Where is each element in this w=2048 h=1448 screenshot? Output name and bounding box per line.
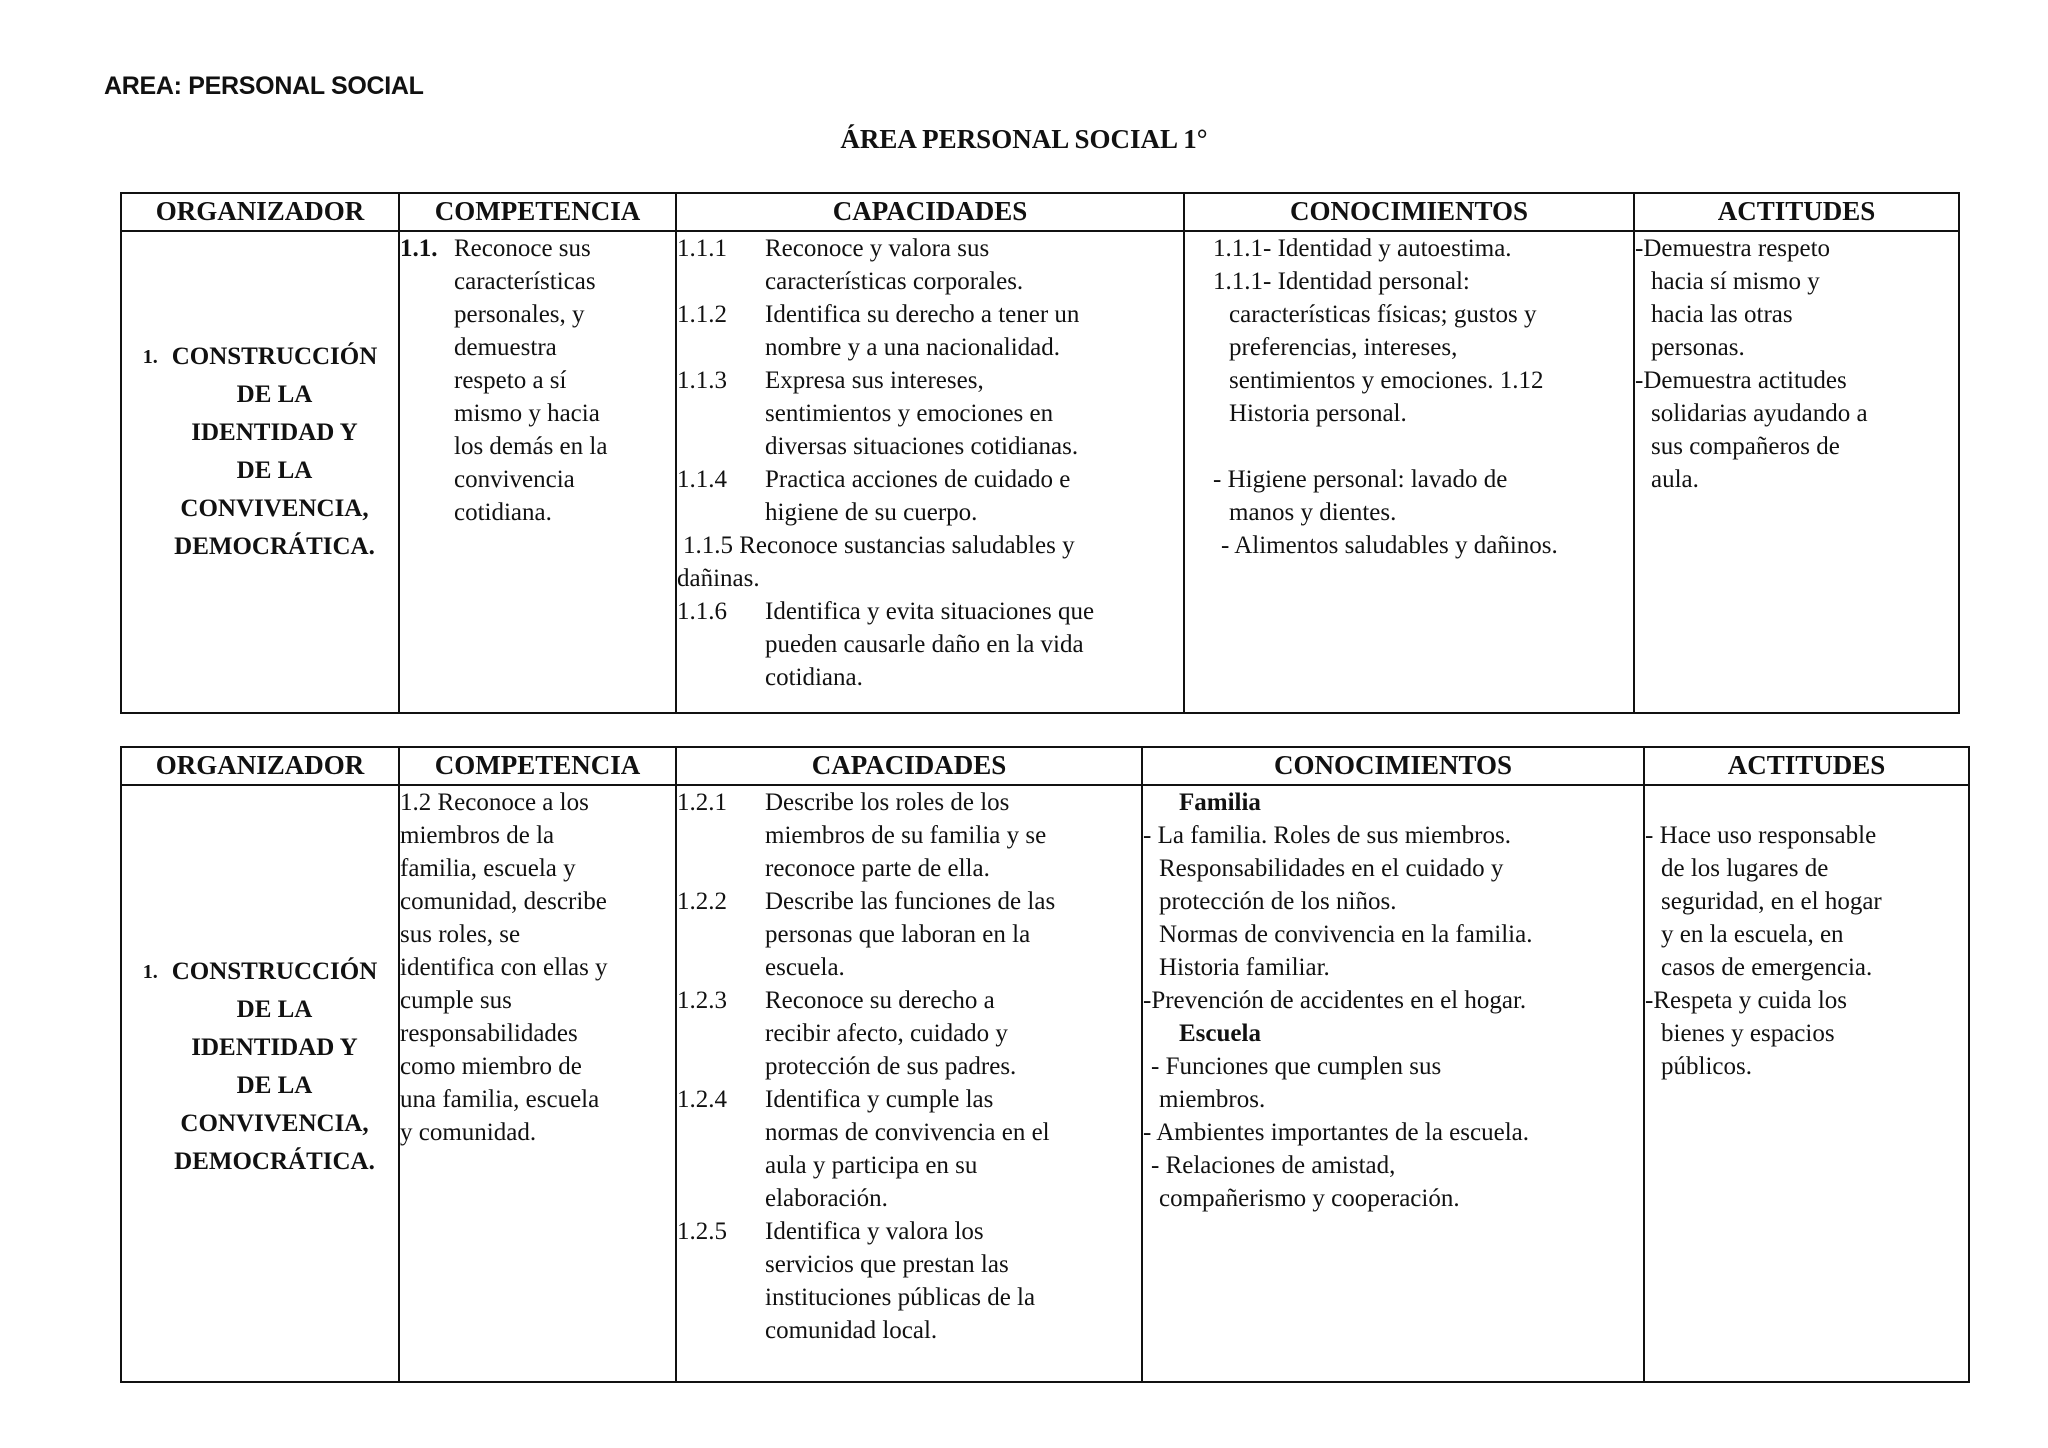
header-actitudes: ACTITUDES [1634,193,1959,231]
organizador-line: CONVIVENCIA, [180,495,369,522]
capacidad-item [677,595,1183,694]
curriculum-table-2 [120,746,1970,1383]
competencia-line: Reconoce sus [454,235,591,262]
organizador-line: DE LA [236,381,313,408]
capacidades-cell [676,785,1142,1382]
actitud-line: -Demuestra actitudes [1635,367,1847,394]
competencia-line: mismo y hacia [454,400,600,427]
conocimiento-line: -Prevención de accidentes en el hogar. [1143,987,1527,1014]
capacidad-number: 1.2.5 [677,1218,727,1245]
capacidad-line: Describe las funciones de las [765,888,1056,915]
capacidad-item [677,885,1141,984]
capacidad-line: Practica acciones de cuidado e [765,466,1071,493]
conocimiento-line: Historia personal. [1229,400,1407,427]
header-competencia: COMPETENCIA [399,747,676,785]
conocimiento-line: 1.1.1- Identidad y autoestima. [1213,235,1512,262]
capacidad-line: aula y participa en su [765,1152,978,1179]
competencia-text [454,232,607,529]
capacidad-line: elaboración. [765,1185,888,1212]
capacidad-line: Reconoce y valora sus [765,235,990,262]
conocimiento-line: - Relaciones de amistad, [1151,1152,1396,1179]
capacidad-line: reconoce parte de ella. [765,855,990,882]
actitud-line: hacia las otras [1651,301,1793,328]
conocimiento-line: - Alimentos saludables y dañinos. [1221,532,1558,559]
capacidad-number: 1.1.2 [677,301,727,328]
competencia-line: familia, escuela y [400,855,576,882]
curriculum-table-1 [120,192,1960,714]
capacidad-line: Identifica su derecho a tener un [765,301,1080,328]
organizador-line: IDENTIDAD Y [191,419,358,446]
capacidad-line: higiene de su cuerpo. [765,499,978,526]
capacidad-item: 1.1.5 Reconoce sustancias saludables y [683,532,1075,559]
organizador-cell [121,231,399,713]
organizador-line: CONSTRUCCIÓN [171,958,378,985]
capacidad-line: servicios que prestan las [765,1251,1009,1278]
conocimiento-line: Responsabilidades en el cuidado y [1159,855,1504,882]
competencia-line: demuestra [454,334,557,361]
capacidad-line: nombre y a una nacionalidad. [765,334,1061,361]
capacidad-item [677,463,1183,529]
organizador-line: DE LA [236,1072,313,1099]
capacidad-line: Identifica y cumple las [765,1086,994,1113]
capacidad-item [677,1215,1141,1347]
competencia-cell [399,231,676,713]
capacidad-line: Expresa sus intereses, [765,367,984,394]
capacidad-line: características corporales. [765,268,1024,295]
capacidad-line: Reconoce su derecho a [765,987,995,1014]
conocimiento-line: manos y dientes. [1229,499,1397,526]
competencia-line: una familia, escuela [400,1086,600,1113]
conocimiento-line: compañerismo y cooperación. [1159,1185,1460,1212]
actitudes-cell [1644,785,1969,1382]
organizador-cell [121,785,399,1382]
competencia-line: respeto a sí [454,367,567,394]
actitud-line: aula. [1651,466,1699,493]
header-row [121,747,1969,785]
header-actitudes: ACTITUDES [1644,747,1969,785]
header-competencia: COMPETENCIA [399,193,676,231]
document-title: ÁREA PERSONAL SOCIAL 1° [840,124,1208,154]
organizador-line: DE LA [236,457,313,484]
competencia-line: características [454,268,596,295]
capacidad-line: diversas situaciones cotidianas. [765,433,1079,460]
competencia-cell [399,785,676,1382]
conocimiento-line: 1.1.1- Identidad personal: [1213,268,1470,295]
actitud-line: casos de emergencia. [1661,954,1873,981]
capacidad-item [677,298,1183,364]
capacidad-item [677,1083,1141,1215]
conocimiento-line: preferencias, intereses, [1229,334,1458,361]
area-label: AREA: PERSONAL SOCIAL [104,72,424,100]
capacidad-number: 1.2.4 [677,1086,727,1113]
header-organizador: ORGANIZADOR [121,747,399,785]
competencia-line: 1.2 Reconoce a los [400,789,589,816]
capacidad-line: comunidad local. [765,1317,938,1344]
competencia-line: cumple sus [400,987,512,1014]
competencia-line: comunidad, describe [400,888,607,915]
capacidad-line: pueden causarle daño en la vida [765,631,1084,658]
capacidad-number: 1.1.4 [677,466,727,493]
conocimiento-line: características físicas; gustos y [1229,301,1537,328]
actitud-line: y en la escuela, en [1661,921,1844,948]
capacidad-number: 1.1.3 [677,367,727,394]
capacidad-item [677,364,1183,463]
capacidad-line: recibir afecto, cuidado y [765,1020,1008,1047]
capacidad-line: Describe los roles de los [765,789,1010,816]
capacidad-line: dañinas. [677,565,760,592]
capacidad-number: 1.2.3 [677,987,727,1014]
competencia-line: responsabilidades [400,1020,578,1047]
capacidades-cell [676,231,1184,713]
header-conocimientos: CONOCIMIENTOS [1184,193,1634,231]
organizador-text [172,338,378,566]
capacidad-number: 1.2.2 [677,888,727,915]
conocimiento-line: miembros. [1159,1086,1266,1113]
actitud-line: hacia sí mismo y [1651,268,1820,295]
capacidad-line: Identifica y evita situaciones que [765,598,1095,625]
capacidad-number: 1.1.6 [677,598,727,625]
table-row [121,231,1959,713]
actitud-line: seguridad, en el hogar [1661,888,1882,915]
organizador-line: IDENTIDAD Y [191,1034,358,1061]
capacidad-number: 1.2.1 [677,789,727,816]
capacidad-line: normas de convivencia en el [765,1119,1050,1146]
competencia-line: miembros de la [400,822,555,849]
capacidad-item [677,232,1183,298]
conocimiento-heading: Escuela [1179,1020,1261,1047]
actitud-line: -Demuestra respeto [1635,235,1831,262]
actitud-line: -Respeta y cuida los [1645,987,1848,1014]
actitud-line: sus compañeros de [1651,433,1840,460]
competencia-line: convivencia [454,466,575,493]
conocimientos-cell [1142,785,1644,1382]
actitudes-cell [1634,231,1959,713]
capacidad-line: sentimientos y emociones en [765,400,1054,427]
capacidad-line: cotidiana. [765,664,863,691]
conocimiento-line: - Higiene personal: lavado de [1213,466,1508,493]
actitud-line: de los lugares de [1661,855,1829,882]
organizador-line: DE LA [236,996,313,1023]
header-organizador: ORGANIZADOR [121,193,399,231]
actitud-line: solidarias ayudando a [1651,400,1868,427]
capacidad-line: protección de sus padres. [765,1053,1017,1080]
organizador-line: CONSTRUCCIÓN [171,343,378,370]
conocimiento-line: protección de los niños. [1159,888,1397,915]
conocimiento-line: - Funciones que cumplen sus [1151,1053,1442,1080]
capacidad-line: personas que laboran en la [765,921,1031,948]
organizador-line: DEMOCRÁTICA. [174,1148,375,1175]
capacidad-line: escuela. [765,954,845,981]
conocimiento-line: sentimientos y emociones. 1.12 [1229,367,1544,394]
actitud-line: personas. [1651,334,1745,361]
competencia-line: personales, y [454,301,585,328]
organizador-line: DEMOCRÁTICA. [174,533,375,560]
capacidad-item [677,786,1141,885]
actitud-line: - Hace uso responsable [1645,822,1877,849]
conocimiento-line: Historia familiar. [1159,954,1330,981]
capacidad-line: miembros de su familia y se [765,822,1047,849]
competencia-line: identifica con ellas y [400,954,608,981]
competencia-line: sus roles, se [400,921,521,948]
header-row [121,193,1959,231]
competencia-number: 1.1. [400,235,438,262]
capacidad-line: instituciones públicas de la [765,1284,1036,1311]
capacidad-line: Identifica y valora los [765,1218,984,1245]
conocimiento-line: Normas de convivencia en la familia. [1159,921,1533,948]
table-row [121,785,1969,1382]
header-conocimientos: CONOCIMIENTOS [1142,747,1644,785]
organizador-number: 1. [142,346,158,368]
competencia-line: y comunidad. [400,1119,537,1146]
conocimientos-cell [1184,231,1634,713]
organizador-line: CONVIVENCIA, [180,1110,369,1137]
header-capacidades: CAPACIDADES [676,193,1184,231]
conocimiento-line: - Ambientes importantes de la escuela. [1143,1119,1529,1146]
actitud-line: bienes y espacios [1661,1020,1835,1047]
competencia-line: como miembro de [400,1053,582,1080]
capacidad-item [677,984,1141,1083]
actitud-line: públicos. [1661,1053,1752,1080]
competencia-line: cotidiana. [454,499,552,526]
conocimiento-heading: Familia [1179,789,1261,816]
header-capacidades: CAPACIDADES [676,747,1142,785]
conocimiento-line: - La familia. Roles de sus miembros. [1143,822,1511,849]
organizador-text [172,953,378,1181]
competencia-line: los demás en la [454,433,608,460]
organizador-number: 1. [142,961,158,983]
capacidad-number: 1.1.1 [677,235,727,262]
